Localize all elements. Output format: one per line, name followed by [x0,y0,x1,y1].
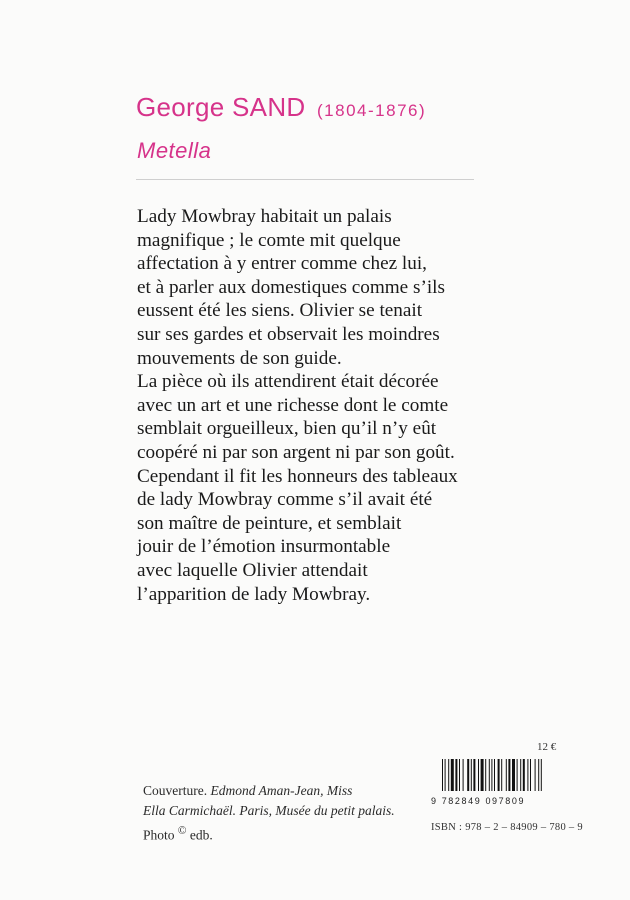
barcode-bar [473,759,475,791]
barcode-bar [538,759,539,791]
barcode-bar [463,759,464,791]
excerpt-line: de lady Mowbray comme s’il avait été [137,489,433,511]
barcode-bar [508,759,510,791]
isbn-number: ISBN : 978 – 2 – 84909 – 780 – 9 [431,822,583,833]
excerpt-line: La pièce où ils attendirent était décorée [137,371,439,393]
barcode-bar [481,759,484,791]
barcode-bar [530,759,531,791]
cover-label: Couverture. [143,783,208,798]
barcode-bar [455,759,457,791]
price-label: 12 € [537,741,557,753]
barcode-bar [445,759,446,791]
barcode-bar [541,759,542,791]
excerpt-line: Cependant il fit les honneurs des tableaux [137,465,458,487]
barcode-bar [494,759,495,791]
cover-artist: Edmond Aman-Jean, Miss [210,783,353,798]
excerpt-line: semblait orgueilleux, bien qu’il n’y eût [137,418,437,440]
copyright-symbol: © [177,825,187,837]
excerpt-line: jouir de l’émotion insurmontable [137,536,391,558]
barcode-bar [485,759,486,791]
excerpt-line: sur ses gardes et observait les moindres [137,323,440,345]
photo-credit: edb. [189,827,213,843]
barcode-bar [471,759,472,791]
barcode-bar [498,759,500,791]
barcode-bar [535,759,536,791]
barcode-bar [523,759,525,791]
book-title: Metella [137,138,212,163]
excerpt-line: avec un art et une richesse dont le comte [137,394,449,416]
author-name: George SAND [136,92,306,122]
barcode-bar [478,759,479,791]
excerpt-line: eussent été les siens. Olivier se tenait [137,300,423,322]
barcode-bar [491,759,492,791]
cover-painting: Ella Carmichaël. Paris, Musée du petit palais. [143,803,395,818]
credit-line-3 [143,821,395,846]
barcode-bar [527,759,528,791]
excerpt-line: Lady Mowbray habitait un palais [137,206,392,227]
barcode-graphic [442,759,556,791]
excerpt-text [137,205,557,606]
excerpt-line: mouvements de son guide. [137,347,342,369]
author-dates: (1804-1876) [317,101,427,120]
author-heading [136,92,426,123]
cover-credits [143,781,395,846]
excerpt-line: magnifique ; le comte mit quelque [137,229,401,251]
excerpt-line: l’apparition de lady Mowbray. [137,583,371,605]
barcode-bar [489,759,490,791]
barcode-bar [517,759,518,791]
barcode-bar [442,759,443,791]
header-divider [136,179,474,180]
excerpt-line: avec laquelle Olivier attendait [137,559,368,581]
barcode-bar [501,759,502,791]
barcode-bar [467,759,469,791]
barcode-bar [520,759,521,791]
excerpt-line: et à parler aux domestiques comme s’ils [137,276,445,298]
photo-label: Photo [143,827,175,843]
barcode-bar [448,759,449,791]
credit-line-1 [143,781,395,801]
credit-line-2 [143,801,395,821]
barcode-digits: 9 782849 097809 [431,796,526,806]
excerpt-line: son maître de peinture, et semblait [137,512,402,534]
barcode-bar [506,759,507,791]
barcode-bar [459,759,460,791]
excerpt-line: coopéré ni par son argent ni par son goût. [137,441,455,463]
barcode-bar [512,759,515,791]
excerpt-line: affectation à y entrer comme chez lui, [137,253,427,275]
barcode-bar [451,759,454,791]
